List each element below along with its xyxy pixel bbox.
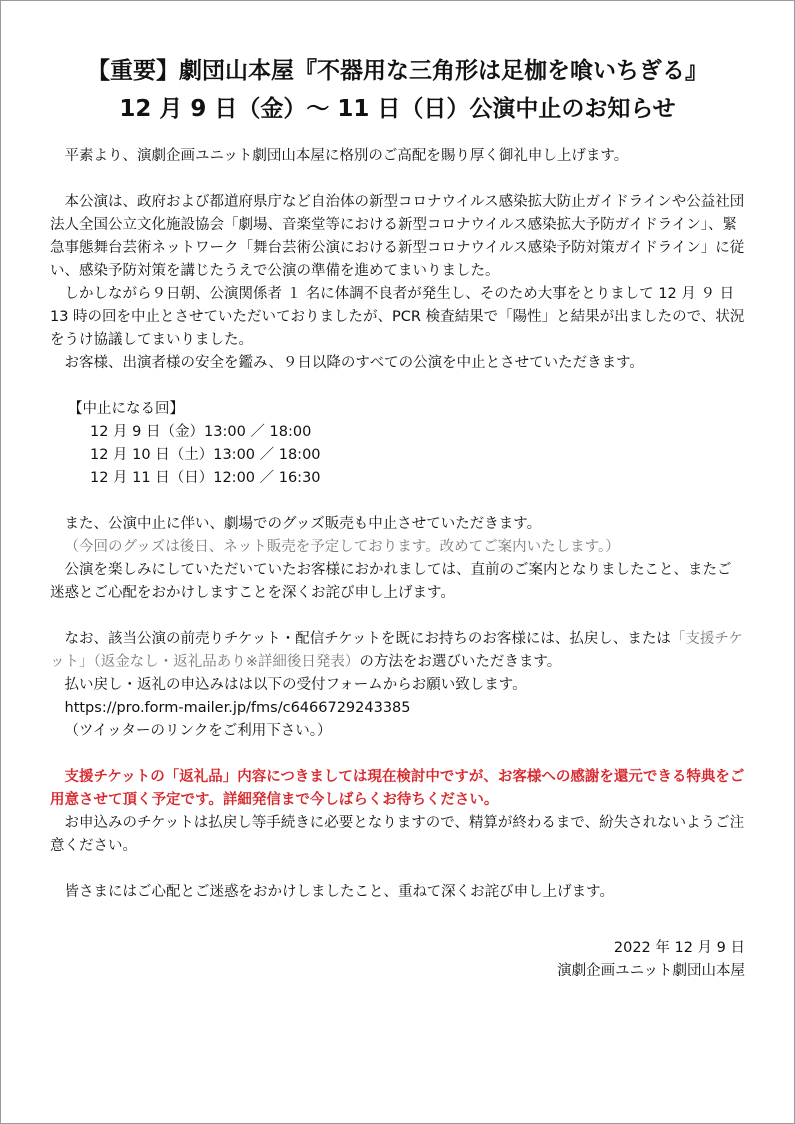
signature-organization: 演劇企画ユニット劇団山本屋 [557, 963, 745, 979]
refund-paragraph [50, 628, 745, 674]
schedule-item: 12 月 11 日（日）12:00 ／ 16:30 [90, 470, 321, 486]
form-url-link[interactable]: https://pro.form-mailer.jp/fms/c6466729243385 [64, 700, 411, 716]
support-ticket-label: 「支援チケット」（返金なし・返礼品あり※詳細後日発表） [50, 631, 743, 670]
schedule-heading: 【中止になる回】 [68, 401, 184, 417]
refund-text-post: の方法をお選びいただきます。 [359, 654, 562, 670]
signature-date: 2022 年 12 月 9 日 [613, 940, 745, 956]
apology-paragraph: 公演を楽しみにしていただいていたお客様におかれましては、直前のご案内となりましたこと、またご迷惑とご心配をおかけしますことを深くお詫び申し上げます。 [50, 562, 732, 601]
closing-apology: 皆さまにはご心配とご迷惑をおかけしましたこと、重ねて深くお詫び申し上げます。 [64, 884, 614, 900]
greeting-text: 平素より、演劇企画ユニット劇団山本屋に格別のご高配を賜り厚く御礼申し上げます。 [64, 148, 629, 164]
notice-subtitle: 12 月 9 日（金）～ 11 日（日）公演中止のお知らせ [119, 96, 676, 122]
twitter-note: （ツイッターのリンクをご利用下さい。） [64, 723, 332, 739]
goods-note: （今回のグッズは後日、ネット販売を予定しております。改めてご案内いたします。） [64, 539, 620, 555]
goods-cancel-text: また、公演中止に伴い、劇場でのグッズ販売も中止させていただきます。 [64, 516, 542, 532]
notice-body [50, 145, 745, 983]
schedule-item: 12 月 10 日（土）13:00 ／ 18:00 [90, 447, 321, 463]
notice-title: 【重要】劇団山本屋『不器用な三角形は足枷を喰いちぎる』 [87, 58, 708, 84]
refund-text-pre: なお、該当公演の前売りチケット・配信チケットを既にお持ちのお客様には、払戻し、または [64, 631, 671, 647]
ticket-keep-notice: お申込みのチケットは払戻し等手続きに必要となりますので、精算が終わるまで、紛失されないようご注意ください。 [50, 815, 745, 854]
support-ticket-notice: 支援チケットの「返礼品」内容につきましては現在検討中ですが、お客様への感謝を還元できる特典をご用意させて頂く予定です。詳細発信まで今しばらくお待ちください。 [50, 769, 745, 808]
schedule-item: 12 月 9 日（金）13:00 ／ 18:00 [90, 424, 312, 440]
form-instructions: 払い戻し・返礼の申込みはは以下の受付フォームからお願い致します。 [64, 677, 527, 693]
cancellation-paragraph: お客様、出演者様の安全を鑑み、９日以降のすべての公演を中止とさせていただきます。 [64, 355, 644, 371]
guideline-paragraph: 本公演は、政府および都道府県庁など自治体の新型コロナウイルス感染拡大防止ガイドラインや公益社団法人全国公立文化施設協会「劇場、音楽堂等における新型コロナウイルス感染拡大予防ガイドライン」、緊急事態舞台芸術ネットワーク「舞台芸術公演における新型コロナウイルス感染予防対策ガイドライン」に従い、感染予防対策を講じたうえで公演の準備を進めてまいりました。 [50, 194, 745, 279]
incident-paragraph: しかしながら９日朝、公演関係者 １ 名に体調不良者が発生し、そのため大事をとりまして 12 月 ９ 日 13 時の回を中止とさせていただいておりましたが、PCR 検査結果で「陽性」と結果が出ましたので、状況をうけ協議してまいりました。 [50, 286, 745, 348]
